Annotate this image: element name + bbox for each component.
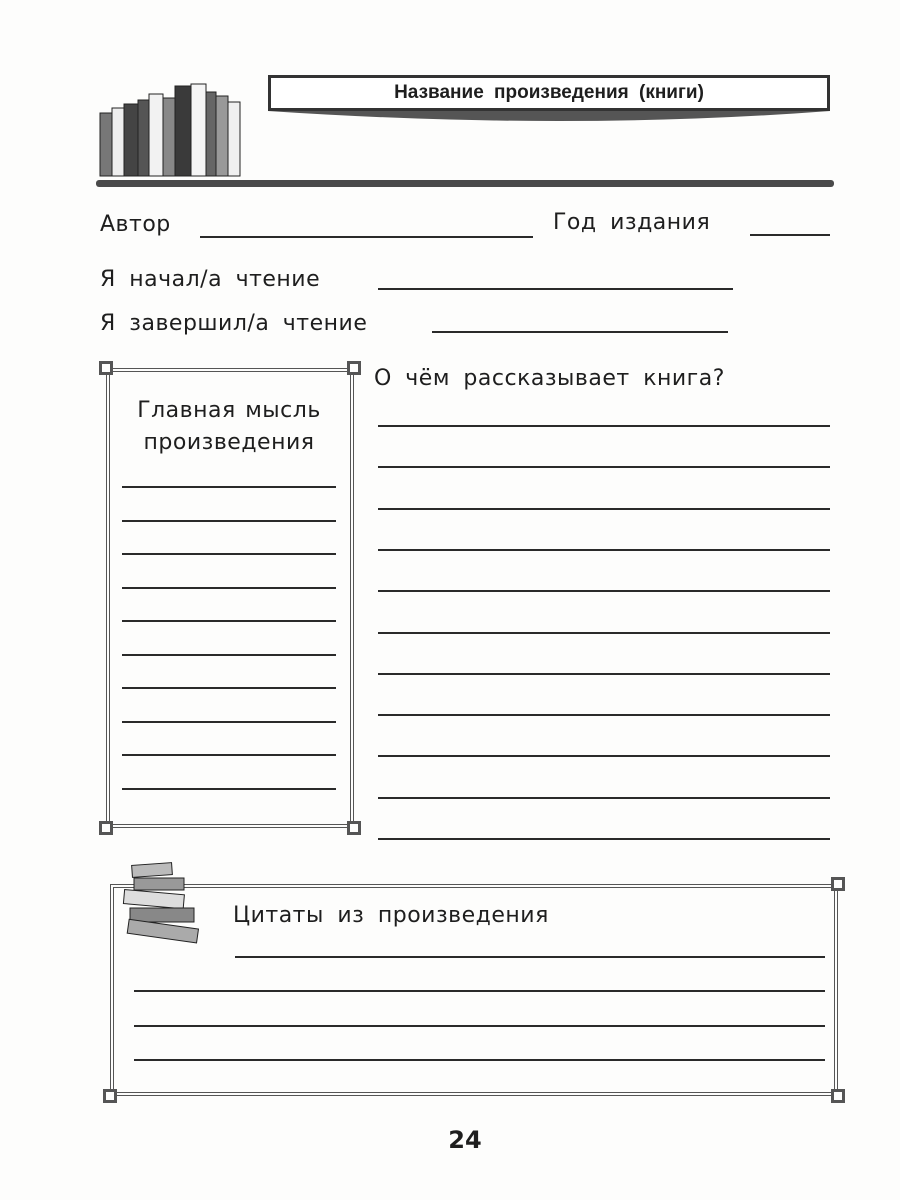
quote-line bbox=[134, 1025, 825, 1027]
main-idea-line bbox=[122, 553, 336, 555]
quote-line bbox=[235, 956, 825, 958]
about-line bbox=[378, 590, 830, 592]
about-line bbox=[378, 755, 830, 757]
year-line bbox=[750, 234, 830, 236]
year-label: Год издания bbox=[553, 210, 711, 235]
about-line bbox=[378, 466, 830, 468]
main-idea-line bbox=[122, 654, 336, 656]
started-line bbox=[378, 288, 733, 290]
page-number: 24 bbox=[448, 1126, 482, 1154]
bookshelf-icon bbox=[98, 78, 278, 178]
finished-label: Я завершил/а чтение bbox=[100, 311, 368, 336]
main-idea-line bbox=[122, 754, 336, 756]
quotes-title: Цитаты из произведения bbox=[233, 903, 549, 928]
quote-line bbox=[134, 1059, 825, 1061]
about-question: О чём рассказывает книга? bbox=[374, 366, 725, 391]
main-idea-title-2: произведения bbox=[143, 430, 315, 455]
main-idea-line bbox=[122, 721, 336, 723]
about-line bbox=[378, 838, 830, 840]
main-idea-line bbox=[122, 520, 336, 522]
about-line bbox=[378, 508, 830, 510]
quote-line bbox=[134, 990, 825, 992]
about-line bbox=[378, 425, 830, 427]
about-line bbox=[378, 797, 830, 799]
main-idea-line bbox=[122, 620, 336, 622]
header-divider bbox=[96, 180, 834, 187]
main-idea-line bbox=[122, 687, 336, 689]
about-line bbox=[378, 632, 830, 634]
main-idea-line bbox=[122, 788, 336, 790]
book-stack-icon bbox=[122, 858, 212, 948]
about-line bbox=[378, 714, 830, 716]
main-idea-line bbox=[122, 486, 336, 488]
finished-line bbox=[432, 331, 728, 333]
main-idea-line bbox=[122, 587, 336, 589]
title-box-shadow bbox=[268, 111, 830, 129]
author-line bbox=[200, 236, 533, 238]
author-label: Автор bbox=[100, 212, 171, 237]
book-title-box bbox=[268, 75, 830, 111]
started-label: Я начал/а чтение bbox=[100, 267, 321, 292]
about-line bbox=[378, 549, 830, 551]
about-line bbox=[378, 673, 830, 675]
book-title-label: Название произведения (книги) bbox=[394, 82, 704, 103]
main-idea-title-1: Главная мысль bbox=[137, 398, 321, 423]
